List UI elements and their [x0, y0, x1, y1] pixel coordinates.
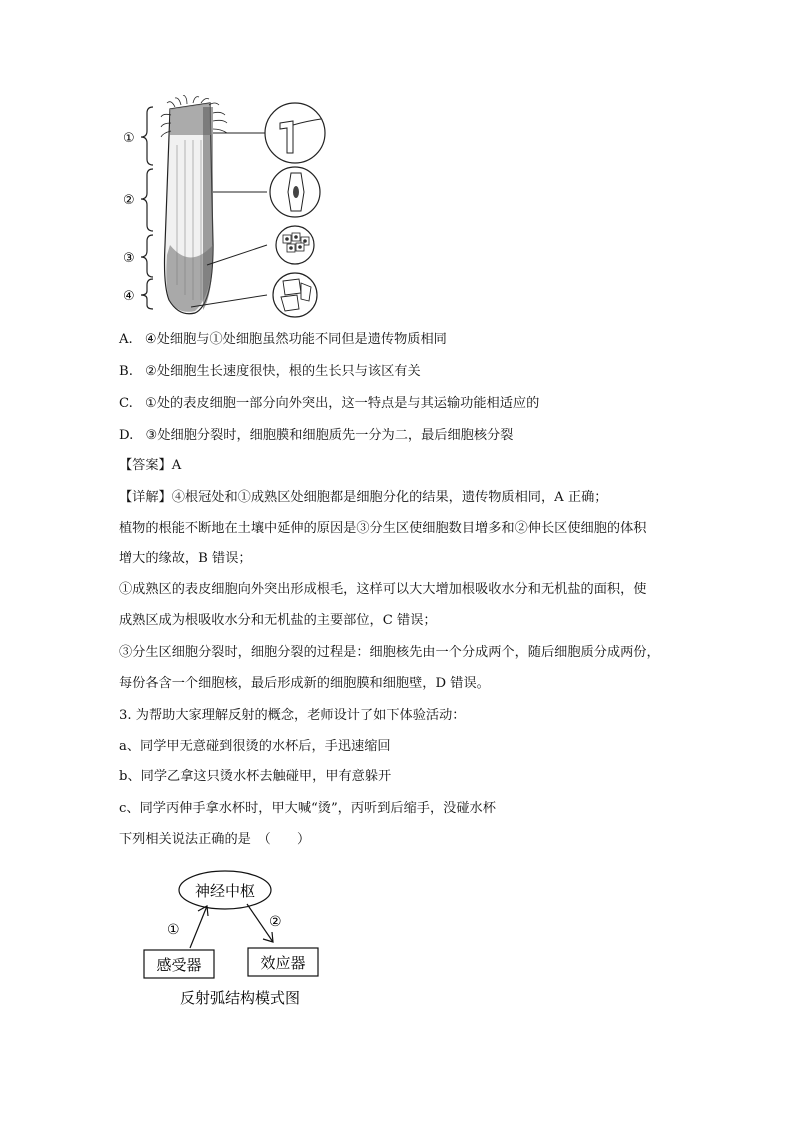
option-text: ②处细胞生长速度很快，根的生长只与该区有关 [145, 364, 421, 379]
arrow-1-label: ① [167, 922, 180, 938]
answer-line [119, 456, 181, 476]
question3-item-b: b、同学乙拿这只烫水杯去触碰甲，甲有意躲开 [119, 769, 392, 784]
zone-label-3: ③ [123, 251, 135, 266]
explanation-line-4: ①成熟区的表皮细胞向外突出形成根毛，这样可以大大增加根吸收水分和无机盐的面积，使 [119, 582, 647, 597]
option-d [119, 426, 513, 446]
option-letter: D. [119, 428, 134, 443]
option-text: ④处细胞与①处细胞虽然功能不同但是遗传物质相同 [144, 332, 447, 347]
zone-brackets [141, 107, 153, 309]
option-letter: C. [119, 396, 133, 411]
nerve-center-label: 神经中枢 [194, 882, 256, 900]
inset-meristem-cells [276, 226, 314, 264]
option-b [119, 362, 421, 382]
explanation-line-5: 成熟区成为根吸收水分和无机盐的主要部位，C 错误； [119, 613, 437, 628]
zone-label-4: ④ [123, 289, 135, 304]
explanation-line-7: 每份各含一个细胞核，最后形成新的细胞膜和细胞壁，D 错误。 [119, 676, 490, 691]
reflex-arc-figure [135, 866, 335, 1014]
option-letter: B. [119, 364, 133, 379]
arrow-1 [190, 906, 208, 948]
explanation-line-3: 增大的缘故，B 错误； [119, 551, 252, 566]
explanation-text: ④根冠处和①成熟区处细胞都是细胞分化的结果，遗传物质相同，A 正确； [171, 490, 608, 505]
answer-tag: 【答案】 [119, 458, 172, 473]
receptor-label: 感受器 [156, 956, 202, 974]
question3-item-a: a、同学甲无意碰到很烫的水杯后，手迅速缩回 [119, 739, 391, 754]
explanation-tag: 【详解】 [119, 490, 172, 505]
inset-root-cap-cells [273, 273, 317, 317]
arrow-2-label: ② [269, 914, 282, 930]
zone-label-1: ① [123, 131, 135, 146]
explanation-line-1 [119, 488, 607, 508]
inset-root-hair-cell [265, 103, 325, 163]
arc-caption: 反射弧结构模式图 [179, 989, 301, 1007]
option-c [119, 394, 539, 414]
explanation-line-2: 植物的根能不断地在土壤中延伸的原因是③分生区使细胞数目增多和②伸长区使细胞的体积 [119, 521, 647, 536]
effector-label: 效应器 [260, 954, 306, 972]
root-tip-figure [115, 95, 335, 320]
option-a [119, 330, 447, 350]
question3-stem: 3. 为帮助大家理解反射的概念，老师设计了如下体验活动： [119, 708, 466, 723]
option-text: ①处的表皮细胞一部分向外突出，这一特点是与其运输功能相适应的 [145, 396, 540, 411]
question3-prompt: 下列相关说法正确的是 （ ） [119, 832, 311, 847]
zone-label-2: ② [123, 193, 135, 208]
root-tip-drawing [161, 95, 227, 314]
explanation-line-6: ③分生区细胞分裂时，细胞分裂的过程是：细胞核先由一个分成两个，随后细胞质分成两份， [119, 645, 660, 660]
option-letter: A. [119, 332, 133, 347]
inset-elongation-cell [270, 167, 320, 217]
question3-item-c: c、同学丙伸手拿水杯时，甲大喊“烫”，丙听到后缩手，没碰水杯 [119, 801, 496, 816]
answer-value: A [171, 458, 182, 473]
option-text: ③处细胞分裂时，细胞膜和细胞质先一分为二，最后细胞核分裂 [145, 428, 514, 443]
